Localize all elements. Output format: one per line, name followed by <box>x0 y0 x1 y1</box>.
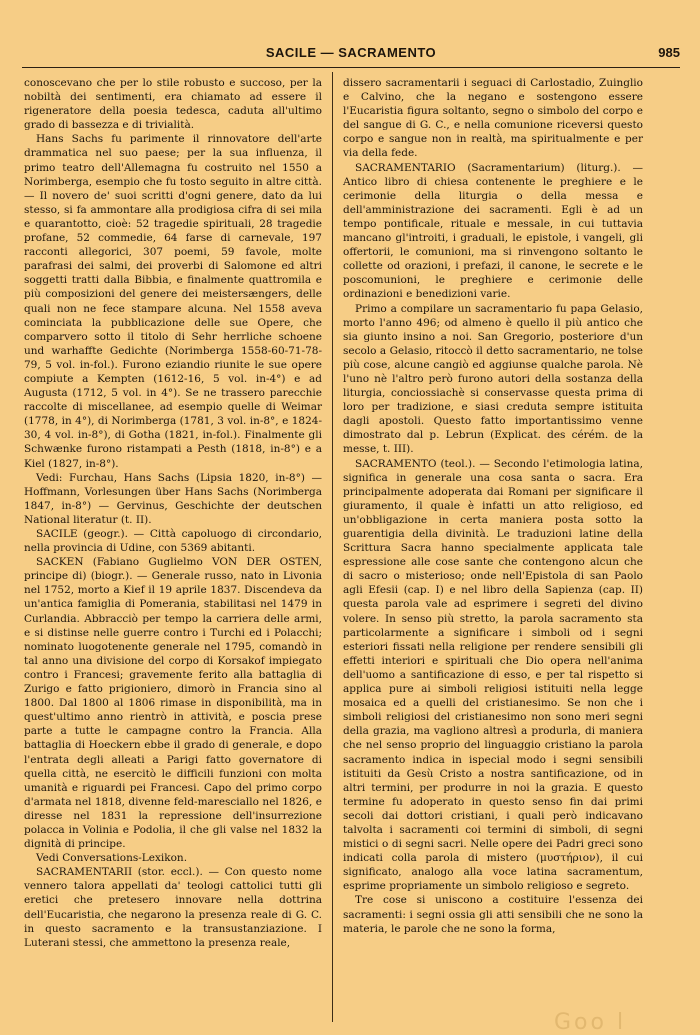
entry-sacile: SACILE (geogr.). — Città capoluogo di circondario, nella provincia di Udine, con 5369 abitanti. <box>24 528 322 555</box>
entry-sacken: SACKEN (Fabiano Guglielmo VON DER OSTEN, principe di) (biogr.). — Generale russo, nato in Livonia nel 1752, morto a Kief il 19 aprile 1837. Discendeva da un'antica famiglia di Pomerania, stabilitasi nel 1479 in Curlandia. Abbracciò per tempo la carriera delle armi, e si distinse nelle guerre contro i Turchi ed i Polacchi; nominato luogotenente generale nel 1795, comandò in tal anno una divisione del corpo di Korsakof impiegato contro i Francesi; gravemente ferito alla battaglia di Zurigo e fatto prigioniero, dimorò in Francia sino al 1800. Dal 1800 al 1806 rimase in disponibilità, ma in quest'ultimo anno rientrò in attività, e poscia prese parte a tutte le campagne contro la Francia. Alla battaglia di Hoeckern ebbe il grado di generale, e dopo l'entrata degli alleati a Parigi fatto governatore di quella città, ne esercitò le difficili funzioni con molta umanità e riguardi pei Francesi. Capo del primo corpo d'armata nel 1818, divenne feld-maresciallo nel 1826, e diresse nel 1831 la repressione dell'insurrezione polacca in Volinia e Podolia, il che gli valse nel 1832 la dignità di principe. <box>24 556 322 851</box>
entry-sacramento: SACRAMENTO (teol.). — Secondo l'etimologia latina, significa in generale una cosa santa o sacra. Era principalmente adoperata dai Romani per significare il giuramento, il quale è infatti un atto religioso, ed un'obbligazione in certa maniera posta sotto la guarentigia della divinità. Le traduzioni latine della Scrittura Sacra hanno specialmente applicata tale espressione alle cose sante che contengono alcun che di sacro o misterioso; onde nell'Epistola di san Paolo agli Efesii (cap. I) e nel libro della Sapienza (cap. II) questa parola vale ad esprimere i segreti del divino volere. In senso più stretto, la parola sacramento sta particolarmente a significare i simboli od i segni esteriori fissati nella religione per rendere sensibili gli effetti interiori e spirituali che Dio opera nell'anima dell'uomo a santificazione di esso, e per tal rispetto si applica pure ai simboli religiosi istituiti nella legge mosaica ed a quelli del cristianesimo. Se non che i simboli religiosi del cristianesimo non sono meri segni della grazia, ma vagliono altresì a produrla, di maniera che nel senso proprio del linguaggio cristiano la parola sacramento indica in ispecial modo i segni sensibili istituiti da Gesù Cristo a nostra santificazione, od in altri termini, per produrre in noi la grazia. E questo termine fu adoperato in questo senso fin dai primi secoli dai dottori cristiani, i quali però indicavano talvolta i sacramenti coi termini di simboli, di segni mistici o di segni sacri. Nelle opere dei Padri greci sono indicati colla parola di mistero (μυστήριον), il cui significato, analogo alla voce latina sacramentum, esprime propriamente un simbolo religioso e segreto. <box>343 457 643 893</box>
running-title: SACILE — SACRAMENTO <box>265 45 437 60</box>
header-rule <box>22 67 680 68</box>
column-divider <box>332 72 333 1022</box>
running-header <box>22 45 680 67</box>
left-column <box>24 76 322 950</box>
paragraph: Primo a compilare un sacramentario fu papa Gelasio, morto l'anno 496; od almeno è quello il più antico che sia giunto insino a noi. San Gregorio, posteriore d'un secolo a Gelasio, ritoccò il detto sacramentario, ne tolse più cose, alcune cangiò ed aggiunse qualche parola. Nè l'uno nè l'altro però furono autori della sostanza della liturgia, conciossiachè si conservasse questa prima di loro per tradizione, e siasi creduta sempre istituita dagli apostoli. Questo fatto importantissimo venne dimostrato dal p. Lebrun (Explicat. des cérém. de la messe, t. III). <box>343 302 643 456</box>
paragraph: Vedi: Furchau, Hans Sachs (Lipsia 1820, in-8°) — Hoffmann, Vorlesungen über Hans Sachs (Norimberga 1847, in-8°) — Gervinus, Geschichte der deutschen National literatur (t. II). <box>24 471 322 526</box>
paragraph: Vedi Conversations-Lexikon. <box>36 852 188 865</box>
scan-watermark: Goo l <box>554 1010 627 1035</box>
right-column <box>343 76 643 936</box>
entry-sacramentario: SACRAMENTARIO (Sacramentarium) (liturg.). — Antico libro di chiesa contenente le preghiere e le cerimonie della liturgia o della messa e dell'amministrazione dei sacramenti. Egli è ad un tempo pontificale, rituale e messale, in cui tuttavia mancano gl'introiti, i graduali, le epistole, i vangeli, gli offertorii, le comunioni, ma si rinvengono soltanto le collette od orazioni, i prefazi, il canone, le secrete e le poscomunioni, le preghiere e cerimonie delle ordinazioni e benedizioni varie. <box>343 161 643 301</box>
paragraph: Hans Sachs fu parimente il rinnovatore dell'arte drammatica nel suo paese; per la sua influenza, il primo teatro dell'Allemagna fu costruito nel 1550 a Norimberga, esempio che fu tosto seguito in altre città. — Il novero de' suoi scritti d'ogni genere, dato da lui stesso, si fa ammontare alla prodigiosa cifra di sei mila e quarantotto, cioè: 52 tragedie spirituali, 28 tragedie profane, 52 commedie, 64 farse di carnevale, 197 racconti allegorici, 307 poemi, 59 favole, molte parafrasi dei salmi, dei proverbi di Salomone ed altri soggetti tratti dalla Bibbia, e finalmente quattromila e più composizioni del genere dei meistersængers, delle quali non ne fece stampare alcuna. Nel 1558 aveva cominciata la pubblicazione delle sue Opere, che comparvero sotto il titolo di Sehr herrliche schoene und warhaffte Gedichte (Norimberga 1558-60-71-78-79, 5 vol. in-fol.). Furono eziandio riunite le sue opere compiute a Kempten (1612-16, 5 vol. in-4°) e ad Augusta (1712, 5 vol. in 4°). Se ne trassero parecchie raccolte di miscellanee, ad esempio quelle di Weimar (1778, in 4°), di Norimberga (1781, 3 vol. in-8°, e 1824-30, 4 vol. in-8°), di Gotha (1821, in-fol.). Finalmente gli Schwænke furono ristampati a Pesth (1818, in-8°) e a Kiel (1827, in-8°). <box>24 133 322 470</box>
paragraph: Tre cose si uniscono a costituire l'essenza dei sacramenti: i segni ossia gli atti sensibili che ne sono la materia, le parole che ne sono la forma, <box>343 894 643 935</box>
paragraph: dissero sacramentarii i seguaci di Carlostadio, Zuinglio e Calvino, che la negano e sostengono essere l'Eucaristia figura soltanto, segno o simbolo del corpo e del sangue di G. C., e nella comunione riceversi questo corpo e sangue non in realtà, ma spiritualmente e per via della fede. <box>343 77 643 160</box>
page-number: 985 <box>658 45 680 60</box>
entry-sacramentarii: SACRAMENTARII (stor. eccl.). — Con questo nome vennero talora appellati da' teologi cattolici tutti gli eretici che pretesero innovare nella dottrina dell'Eucaristia, che negarono la presenza reale di G. C. in questo sacramento e la transustanziazione. I Luterani stessi, che ammettono la presenza reale, <box>24 866 322 949</box>
paragraph: conoscevano che per lo stile robusto e succoso, per la nobiltà dei sentimenti, era chiamato ad essere il rigeneratore della poesia tedesca, caduta all'ultimo grado di bassezza e di trivialità. <box>24 77 322 132</box>
